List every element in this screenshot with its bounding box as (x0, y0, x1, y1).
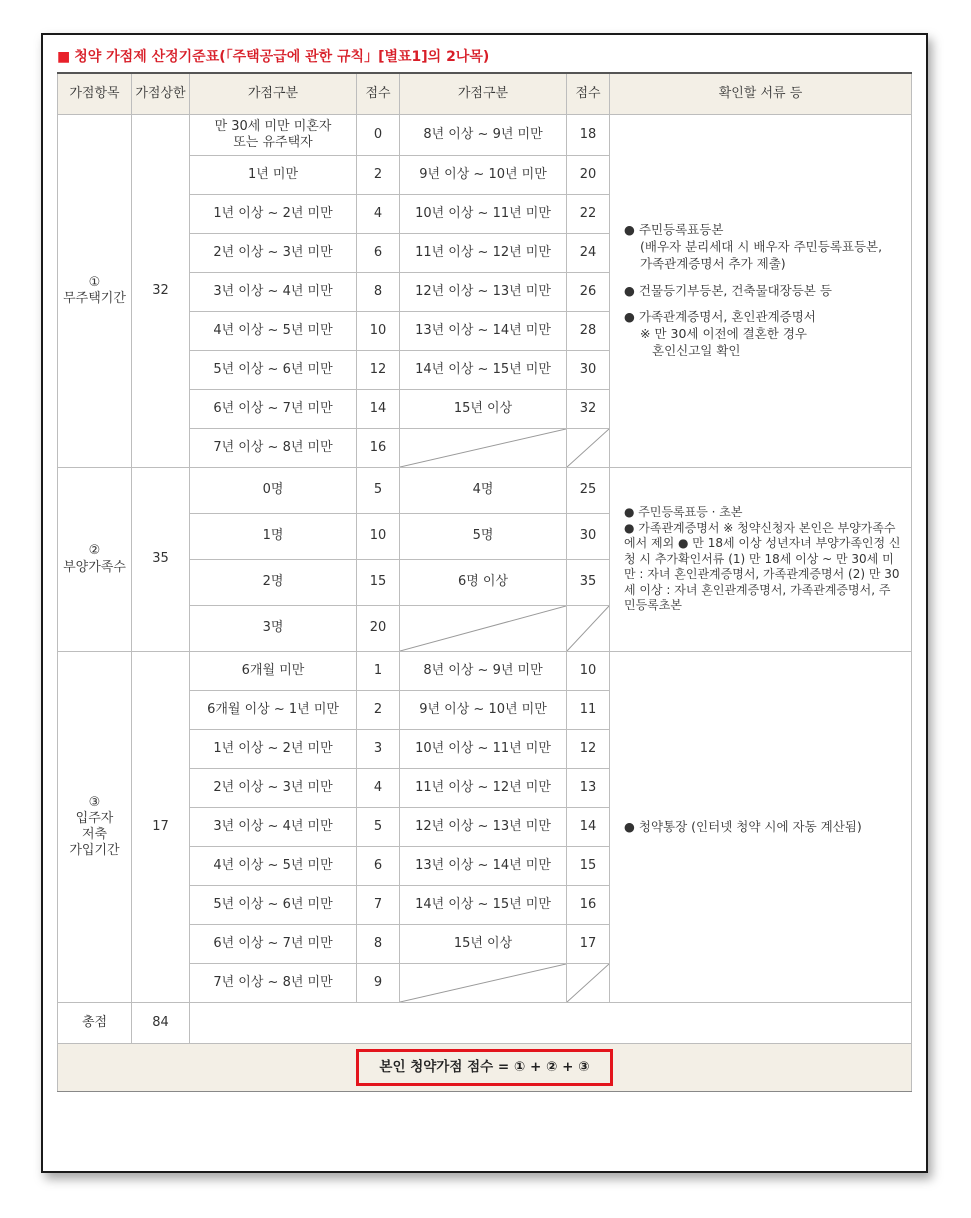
range-cell: 5년 이상 ~ 6년 미만 (190, 886, 357, 925)
score-cell: 15 (567, 847, 610, 886)
score-cell: 28 (567, 312, 610, 351)
range-cell: 7년 이상 ~ 8년 미만 (190, 964, 357, 1003)
formula-cell (58, 1044, 912, 1092)
range-cell: 9년 이상 ~ 10년 미만 (400, 691, 567, 730)
range-cell: 8년 이상 ~ 9년 미만 (400, 652, 567, 691)
header-category-b: 가점구분 (400, 73, 567, 115)
range-cell: 10년 이상 ~ 11년 미만 (400, 730, 567, 769)
score-cell: 20 (567, 156, 610, 195)
range-cell: 3명 (190, 606, 357, 652)
header-score-b: 점수 (567, 73, 610, 115)
score-cell: 18 (567, 115, 610, 156)
score-cell: 2 (357, 691, 400, 730)
range-cell: 14년 이상 ~ 15년 미만 (400, 351, 567, 390)
range-cell: 1명 (190, 514, 357, 560)
score-cell: 10 (357, 514, 400, 560)
total-empty (190, 1003, 912, 1044)
documents-cell: ● 주민등록표등 · 초본 ● 가족관계증명서 ※ 청약신청자 본인은 부양가족수에서 제외 ● 만 18세 이상 성년자녀 부양가족인정 신청 시 추가확인서류 (1) 만 18세 이상 ~ 만 30세 미만 : 자녀 혼인관계증명서, 가족관계증명서 (2) 만 30세 이상 : 자녀 혼인관계증명서, 가족관계증명서, 주민등록초본 (610, 468, 912, 652)
max-cell: 17 (132, 652, 190, 1003)
range-cell: 6개월 미만 (190, 652, 357, 691)
score-cell: 14 (357, 390, 400, 429)
total-label: 총점 (58, 1003, 132, 1044)
score-cell: 17 (567, 925, 610, 964)
range-cell: 1년 미만 (190, 156, 357, 195)
score-cell: 4 (357, 195, 400, 234)
score-cell: 32 (567, 390, 610, 429)
score-cell: 5 (357, 808, 400, 847)
empty-slash-cell (400, 606, 567, 652)
range-cell: 3년 이상 ~ 4년 미만 (190, 808, 357, 847)
header-documents: 확인할 서류 등 (610, 73, 912, 115)
range-cell: 1년 이상 ~ 2년 미만 (190, 730, 357, 769)
document-frame (41, 33, 928, 1173)
table-row (58, 652, 912, 691)
range-cell: 6개월 이상 ~ 1년 미만 (190, 691, 357, 730)
category-cell: ② 부양가족수 (58, 468, 132, 652)
score-cell: 16 (567, 886, 610, 925)
score-cell: 12 (567, 730, 610, 769)
range-cell: 2년 이상 ~ 3년 미만 (190, 234, 357, 273)
table-title: ■ 청약 가점제 산정기준표(「주택공급에 관한 규칙」[별표1]의 2나목) (57, 49, 490, 65)
range-cell: 11년 이상 ~ 12년 미만 (400, 769, 567, 808)
range-cell: 9년 이상 ~ 10년 미만 (400, 156, 567, 195)
header-item: 가점항목 (58, 73, 132, 115)
range-cell: 7년 이상 ~ 8년 미만 (190, 429, 357, 468)
range-cell: 2명 (190, 560, 357, 606)
category-cell: ③ 입주자 저축 가입기간 (58, 652, 132, 1003)
table-row (58, 468, 912, 514)
range-cell: 12년 이상 ~ 13년 미만 (400, 273, 567, 312)
score-cell: 26 (567, 273, 610, 312)
range-cell: 4명 (400, 468, 567, 514)
score-cell: 8 (357, 273, 400, 312)
range-cell: 1년 이상 ~ 2년 미만 (190, 195, 357, 234)
header-max: 가점상한 (132, 73, 190, 115)
score-cell: 14 (567, 808, 610, 847)
range-cell: 6명 이상 (400, 560, 567, 606)
range-cell: 14년 이상 ~ 15년 미만 (400, 886, 567, 925)
max-cell: 32 (132, 115, 190, 468)
formula-highlight: 본인 청약가점 점수 = ① + ② + ③ (356, 1049, 612, 1086)
score-cell: 12 (357, 351, 400, 390)
range-cell: 만 30세 미만 미혼자 또는 유주택자 (190, 115, 357, 156)
score-cell: 3 (357, 730, 400, 769)
score-cell: 30 (567, 514, 610, 560)
header-row (58, 73, 912, 115)
empty-slash-cell (567, 429, 610, 468)
range-cell: 4년 이상 ~ 5년 미만 (190, 847, 357, 886)
category-cell: ① 무주택기간 (58, 115, 132, 468)
range-cell: 6년 이상 ~ 7년 미만 (190, 925, 357, 964)
total-row (58, 1003, 912, 1044)
score-cell: 1 (357, 652, 400, 691)
range-cell: 15년 이상 (400, 390, 567, 429)
score-cell: 5 (357, 468, 400, 514)
score-cell: 22 (567, 195, 610, 234)
documents-cell: ● 청약통장 (인터넷 청약 시에 자동 계산됨) (610, 652, 912, 1003)
score-cell: 16 (357, 429, 400, 468)
range-cell: 10년 이상 ~ 11년 미만 (400, 195, 567, 234)
empty-slash-cell (400, 964, 567, 1003)
max-cell: 35 (132, 468, 190, 652)
score-table (57, 72, 912, 1092)
range-cell: 13년 이상 ~ 14년 미만 (400, 847, 567, 886)
score-cell: 13 (567, 769, 610, 808)
score-cell: 30 (567, 351, 610, 390)
score-cell: 9 (357, 964, 400, 1003)
empty-slash-cell (400, 429, 567, 468)
score-cell: 4 (357, 769, 400, 808)
range-cell: 2년 이상 ~ 3년 미만 (190, 769, 357, 808)
range-cell: 12년 이상 ~ 13년 미만 (400, 808, 567, 847)
documents-cell: ● 주민등록표등본 (배우자 분리세대 시 배우자 주민등록표등본, 가족관계증명서 추가 제출) ● 건물등기부등본, 건축물대장등본 등 ● 가족관계증명서, 혼인관계증명서 ※ 만 30세 이전에 결혼한 경우 혼인신고일 확인 (610, 115, 912, 468)
range-cell: 5명 (400, 514, 567, 560)
formula-row (58, 1044, 912, 1092)
score-cell: 10 (567, 652, 610, 691)
range-cell: 5년 이상 ~ 6년 미만 (190, 351, 357, 390)
score-cell: 15 (357, 560, 400, 606)
score-cell: 6 (357, 847, 400, 886)
score-cell: 7 (357, 886, 400, 925)
empty-slash-cell (567, 606, 610, 652)
score-cell: 6 (357, 234, 400, 273)
score-cell: 2 (357, 156, 400, 195)
range-cell: 0명 (190, 468, 357, 514)
table-row (58, 115, 912, 156)
range-cell: 15년 이상 (400, 925, 567, 964)
score-cell: 25 (567, 468, 610, 514)
range-cell: 6년 이상 ~ 7년 미만 (190, 390, 357, 429)
range-cell: 11년 이상 ~ 12년 미만 (400, 234, 567, 273)
score-cell: 0 (357, 115, 400, 156)
range-cell: 8년 이상 ~ 9년 미만 (400, 115, 567, 156)
range-cell: 3년 이상 ~ 4년 미만 (190, 273, 357, 312)
score-cell: 11 (567, 691, 610, 730)
header-score-a: 점수 (357, 73, 400, 115)
range-cell: 13년 이상 ~ 14년 미만 (400, 312, 567, 351)
score-cell: 24 (567, 234, 610, 273)
total-value: 84 (132, 1003, 190, 1044)
empty-slash-cell (567, 964, 610, 1003)
header-category-a: 가점구분 (190, 73, 357, 115)
title-marker-icon: ■ (57, 49, 71, 65)
score-cell: 10 (357, 312, 400, 351)
score-cell: 20 (357, 606, 400, 652)
score-cell: 8 (357, 925, 400, 964)
range-cell: 4년 이상 ~ 5년 미만 (190, 312, 357, 351)
score-cell: 35 (567, 560, 610, 606)
